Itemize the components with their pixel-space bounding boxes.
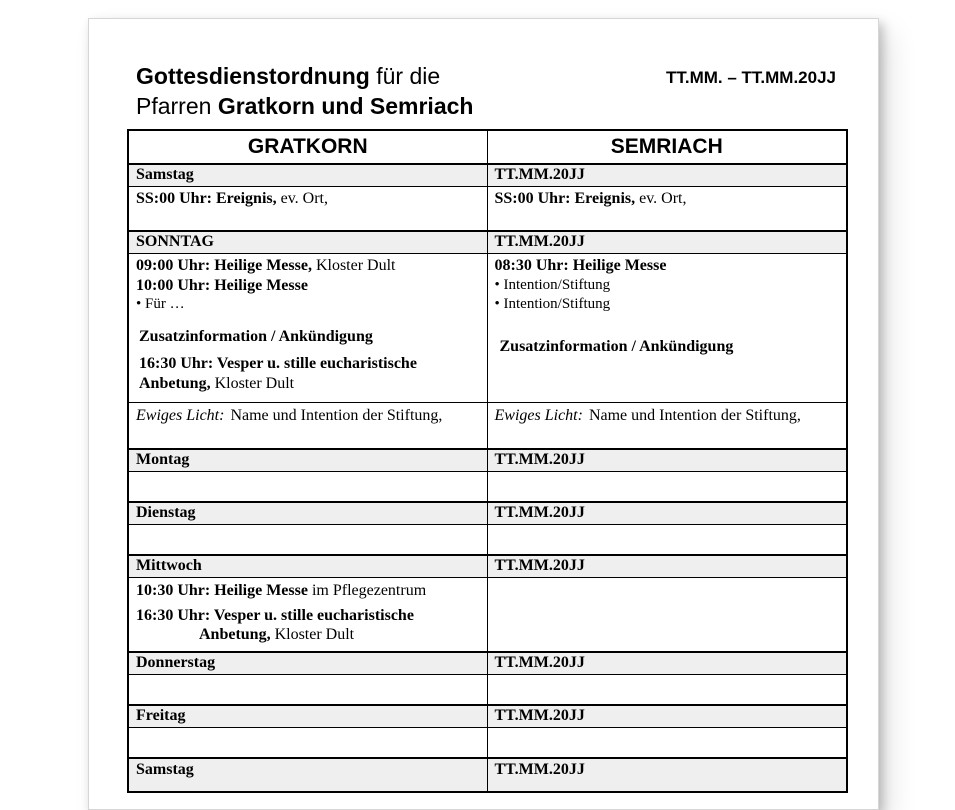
monday-row xyxy=(128,449,847,472)
ewiges-licht-row xyxy=(128,403,847,450)
event-place-label: ev. Ort, xyxy=(276,190,328,207)
title-line2-start: Pfarren xyxy=(136,93,218,119)
saturday1-day-cell: Samstag xyxy=(128,164,487,187)
wednesday-content-row xyxy=(128,578,847,653)
ewiges-licht-label: Ewiges Licht: xyxy=(136,407,225,424)
additional-info-label: Zusatzinformation / Ankündigung xyxy=(499,337,734,355)
empty-cell xyxy=(128,472,487,503)
vesper-line2-bold: Anbetung, xyxy=(139,374,211,392)
wednesday-gratkorn-cell xyxy=(128,578,487,653)
mass-place-label: im Pflegezentrum xyxy=(307,582,427,599)
saturday1-date-cell: TT.MM.20JJ xyxy=(487,164,847,187)
friday-day-cell: Freitag xyxy=(128,705,487,728)
monday-content-row xyxy=(128,472,847,503)
intention-bullet: • Für … xyxy=(136,296,185,312)
event-place-label: ev. Ort, xyxy=(635,190,687,207)
document-page xyxy=(88,18,879,810)
sunday-row xyxy=(128,231,847,254)
monday-day-cell: Montag xyxy=(128,449,487,472)
vesper-line1: 16:30 Uhr: Vesper u. stille eucharistische xyxy=(136,606,414,624)
thursday-row xyxy=(128,652,847,675)
tuesday-row xyxy=(128,502,847,525)
empty-cell xyxy=(128,728,487,759)
ewiges-licht-label: Ewiges Licht: xyxy=(494,407,583,424)
saturday2-date-cell: TT.MM.20JJ xyxy=(487,758,847,792)
tuesday-date-cell: TT.MM.20JJ xyxy=(487,502,847,525)
thursday-date-cell: TT.MM.20JJ xyxy=(487,652,847,675)
intention-bullet: • Intention/Stiftung xyxy=(494,276,611,293)
wednesday-row xyxy=(128,555,847,578)
thursday-day-cell: Donnerstag xyxy=(128,652,487,675)
mass-time-label: 09:00 Uhr: Heilige Messe, xyxy=(136,257,312,274)
tuesday-day-cell: Dienstag xyxy=(128,502,487,525)
column-header-semriach: SEMRIACH xyxy=(487,130,847,164)
friday-row xyxy=(128,705,847,728)
saturday1-event-row xyxy=(128,187,847,232)
mass-time-label: 10:30 Uhr: Heilige Messe xyxy=(136,582,308,599)
saturday1-event-semriach-cell xyxy=(487,187,847,232)
friday-date-cell: TT.MM.20JJ xyxy=(487,705,847,728)
empty-cell xyxy=(487,525,847,556)
saturday2-day-cell: Samstag xyxy=(128,758,487,792)
ewiges-licht-text: Name und Intention der Stiftung, xyxy=(230,407,443,424)
sunday-semriach-cell xyxy=(487,254,847,403)
table-header-row xyxy=(128,130,847,164)
tuesday-content-row xyxy=(128,525,847,556)
ewiges-licht-gratkorn-cell xyxy=(128,403,487,450)
vesper-place-label: Kloster Dult xyxy=(270,626,355,643)
column-header-gratkorn: GRATKORN xyxy=(128,130,487,164)
thursday-content-row xyxy=(128,675,847,706)
friday-content-row xyxy=(128,728,847,759)
event-time-label: SS:00 Uhr: Ereignis, xyxy=(494,190,636,207)
date-range: TT.MM. – TT.MM.20JJ xyxy=(665,68,836,87)
saturday1-row xyxy=(128,164,847,187)
event-time-label: SS:00 Uhr: Ereignis, xyxy=(136,190,277,207)
ewiges-licht-semriach-cell xyxy=(487,403,847,450)
intention-bullet: • Intention/Stiftung xyxy=(494,296,611,312)
mass-time-label: 10:00 Uhr: Heilige Messe xyxy=(136,276,308,294)
title-line2-bold: Gratkorn und Semriach xyxy=(217,93,474,119)
sunday-day-cell: SONNTAG xyxy=(128,231,487,254)
service-schedule-table xyxy=(127,129,848,793)
vesper-line1: 16:30 Uhr: Vesper u. stille eucharistische xyxy=(139,355,417,372)
empty-cell xyxy=(487,578,847,653)
mass-time-label: 08:30 Uhr: Heilige Messe xyxy=(494,257,667,274)
empty-cell xyxy=(487,728,847,759)
title-line1-rest: für die xyxy=(369,63,441,89)
sunday-date-cell: TT.MM.20JJ xyxy=(487,231,847,254)
page-title xyxy=(136,61,473,121)
saturday2-row xyxy=(128,758,847,792)
vesper-line2-bold: Anbetung, xyxy=(199,626,271,643)
sunday-content-row xyxy=(128,254,847,403)
empty-cell xyxy=(487,472,847,503)
additional-info-label: Zusatzinformation / Ankündigung xyxy=(139,327,373,345)
mass-place-label: Kloster Dult xyxy=(311,257,396,274)
saturday1-event-gratkorn-cell xyxy=(128,187,487,232)
empty-cell xyxy=(487,675,847,706)
vesper-place-label: Kloster Dult xyxy=(210,374,295,392)
monday-date-cell: TT.MM.20JJ xyxy=(487,449,847,472)
empty-cell xyxy=(128,675,487,706)
ewiges-licht-text: Name und Intention der Stiftung, xyxy=(588,407,801,424)
title-line1-bold: Gottesdienstordnung xyxy=(136,63,370,89)
sunday-gratkorn-cell xyxy=(128,254,487,403)
wednesday-date-cell: TT.MM.20JJ xyxy=(487,555,847,578)
empty-cell xyxy=(128,525,487,556)
wednesday-day-cell: Mittwoch xyxy=(128,555,487,578)
